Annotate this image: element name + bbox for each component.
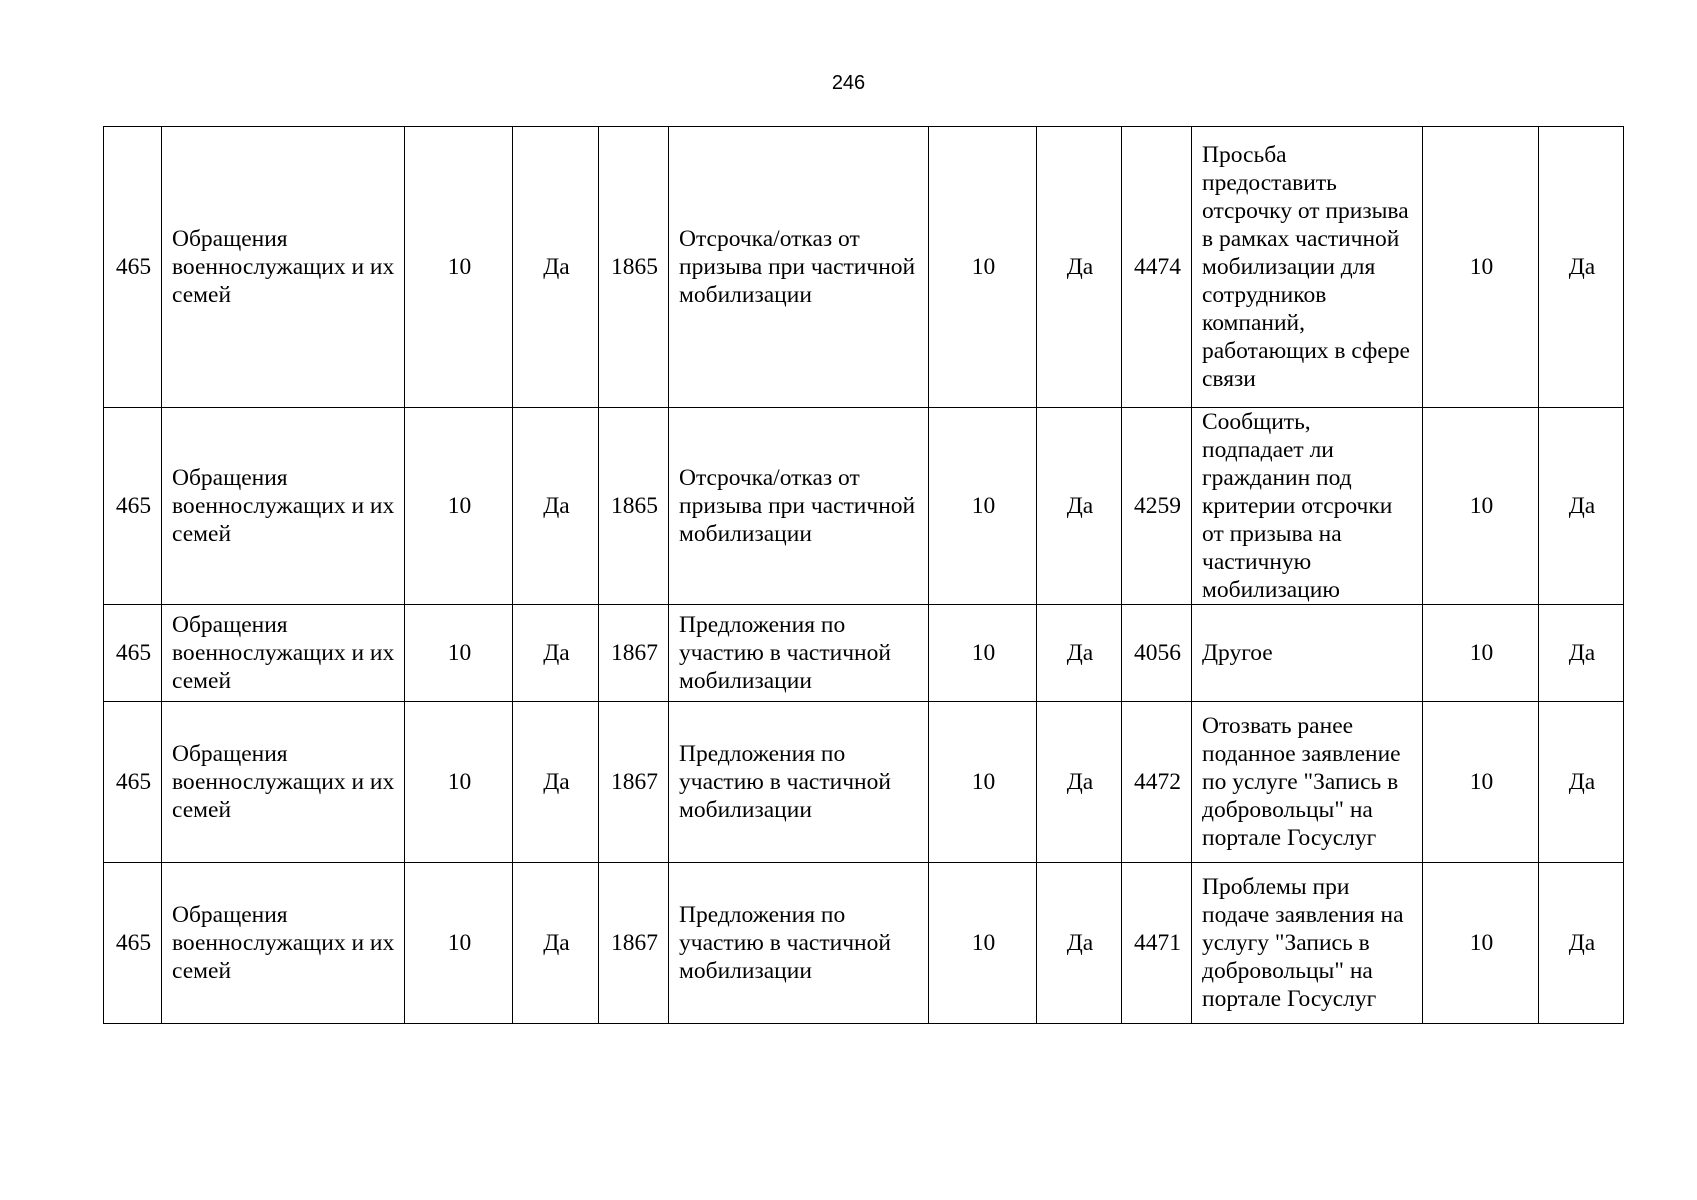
question-flag-cell: Да	[1539, 408, 1624, 605]
question-code-cell: 4472	[1122, 702, 1192, 863]
question-value-cell: 10	[1423, 863, 1539, 1024]
question-value-cell: 10	[1423, 605, 1539, 702]
group-value-cell: 10	[405, 605, 513, 702]
question-text-cell: Просьба предоставить отсрочку от призыва в рамках частичной мобилизации для сотрудников компаний, работающих в сфере связи	[1192, 127, 1423, 408]
question-code-cell: 4259	[1122, 408, 1192, 605]
group-name-cell: Обращения военнослужащих и их семей	[162, 605, 405, 702]
group-name-cell: Обращения военнослужащих и их семей	[162, 408, 405, 605]
topic-code-cell: 1867	[599, 702, 669, 863]
group-value-cell: 10	[405, 408, 513, 605]
topic-value-cell: 10	[929, 408, 1037, 605]
group-code-cell: 465	[104, 408, 162, 605]
question-text-cell: Другое	[1192, 605, 1423, 702]
group-value-cell: 10	[405, 863, 513, 1024]
topic-value-cell: 10	[929, 127, 1037, 408]
question-code-cell: 4056	[1122, 605, 1192, 702]
table-row	[104, 702, 1624, 863]
topic-value-cell: 10	[929, 605, 1037, 702]
topic-code-cell: 1867	[599, 863, 669, 1024]
topic-value-cell: 10	[929, 702, 1037, 863]
group-flag-cell: Да	[513, 863, 599, 1024]
page-number: 246	[831, 72, 866, 94]
group-code-cell: 465	[104, 863, 162, 1024]
question-value-cell: 10	[1423, 408, 1539, 605]
table-row	[104, 127, 1624, 408]
question-value-cell: 10	[1423, 127, 1539, 408]
topic-name-cell: Отсрочка/отказ от призыва при частичной мобилизации	[669, 127, 929, 408]
group-name-cell: Обращения военнослужащих и их семей	[162, 127, 405, 408]
question-code-cell: 4474	[1122, 127, 1192, 408]
table-row	[104, 408, 1624, 605]
topic-flag-cell: Да	[1037, 127, 1122, 408]
question-text-cell: Проблемы при подаче заявления на услугу "Запись в добровольцы" на портале Госуслуг	[1192, 863, 1423, 1024]
table-row	[104, 863, 1624, 1024]
topic-name-cell: Предложения по участию в частичной мобилизации	[669, 605, 929, 702]
question-flag-cell: Да	[1539, 863, 1624, 1024]
topic-flag-cell: Да	[1037, 702, 1122, 863]
group-name-cell: Обращения военнослужащих и их семей	[162, 863, 405, 1024]
question-flag-cell: Да	[1539, 605, 1624, 702]
group-flag-cell: Да	[513, 127, 599, 408]
topic-code-cell: 1865	[599, 408, 669, 605]
table-row	[104, 605, 1624, 702]
question-code-cell: 4471	[1122, 863, 1192, 1024]
topic-name-cell: Предложения по участию в частичной мобилизации	[669, 702, 929, 863]
topic-name-cell: Отсрочка/отказ от призыва при частичной мобилизации	[669, 408, 929, 605]
group-code-cell: 465	[104, 127, 162, 408]
group-flag-cell: Да	[513, 605, 599, 702]
topic-flag-cell: Да	[1037, 605, 1122, 702]
group-code-cell: 465	[104, 605, 162, 702]
group-flag-cell: Да	[513, 702, 599, 863]
group-code-cell: 465	[104, 702, 162, 863]
question-flag-cell: Да	[1539, 127, 1624, 408]
topic-name-cell: Предложения по участию в частичной мобилизации	[669, 863, 929, 1024]
question-value-cell: 10	[1423, 702, 1539, 863]
document-table	[103, 126, 1624, 1024]
question-flag-cell: Да	[1539, 702, 1624, 863]
question-text-cell: Сообщить, подпадает ли гражданин под критерии отсрочки от призыва на частичную мобилизацию	[1192, 408, 1423, 605]
group-value-cell: 10	[405, 702, 513, 863]
topic-code-cell: 1865	[599, 127, 669, 408]
group-value-cell: 10	[405, 127, 513, 408]
group-flag-cell: Да	[513, 408, 599, 605]
topic-flag-cell: Да	[1037, 863, 1122, 1024]
topic-flag-cell: Да	[1037, 408, 1122, 605]
question-text-cell: Отозвать ранее поданное заявление по услуге "Запись в добровольцы" на портале Госуслуг	[1192, 702, 1423, 863]
topic-value-cell: 10	[929, 863, 1037, 1024]
group-name-cell: Обращения военнослужащих и их семей	[162, 702, 405, 863]
topic-code-cell: 1867	[599, 605, 669, 702]
